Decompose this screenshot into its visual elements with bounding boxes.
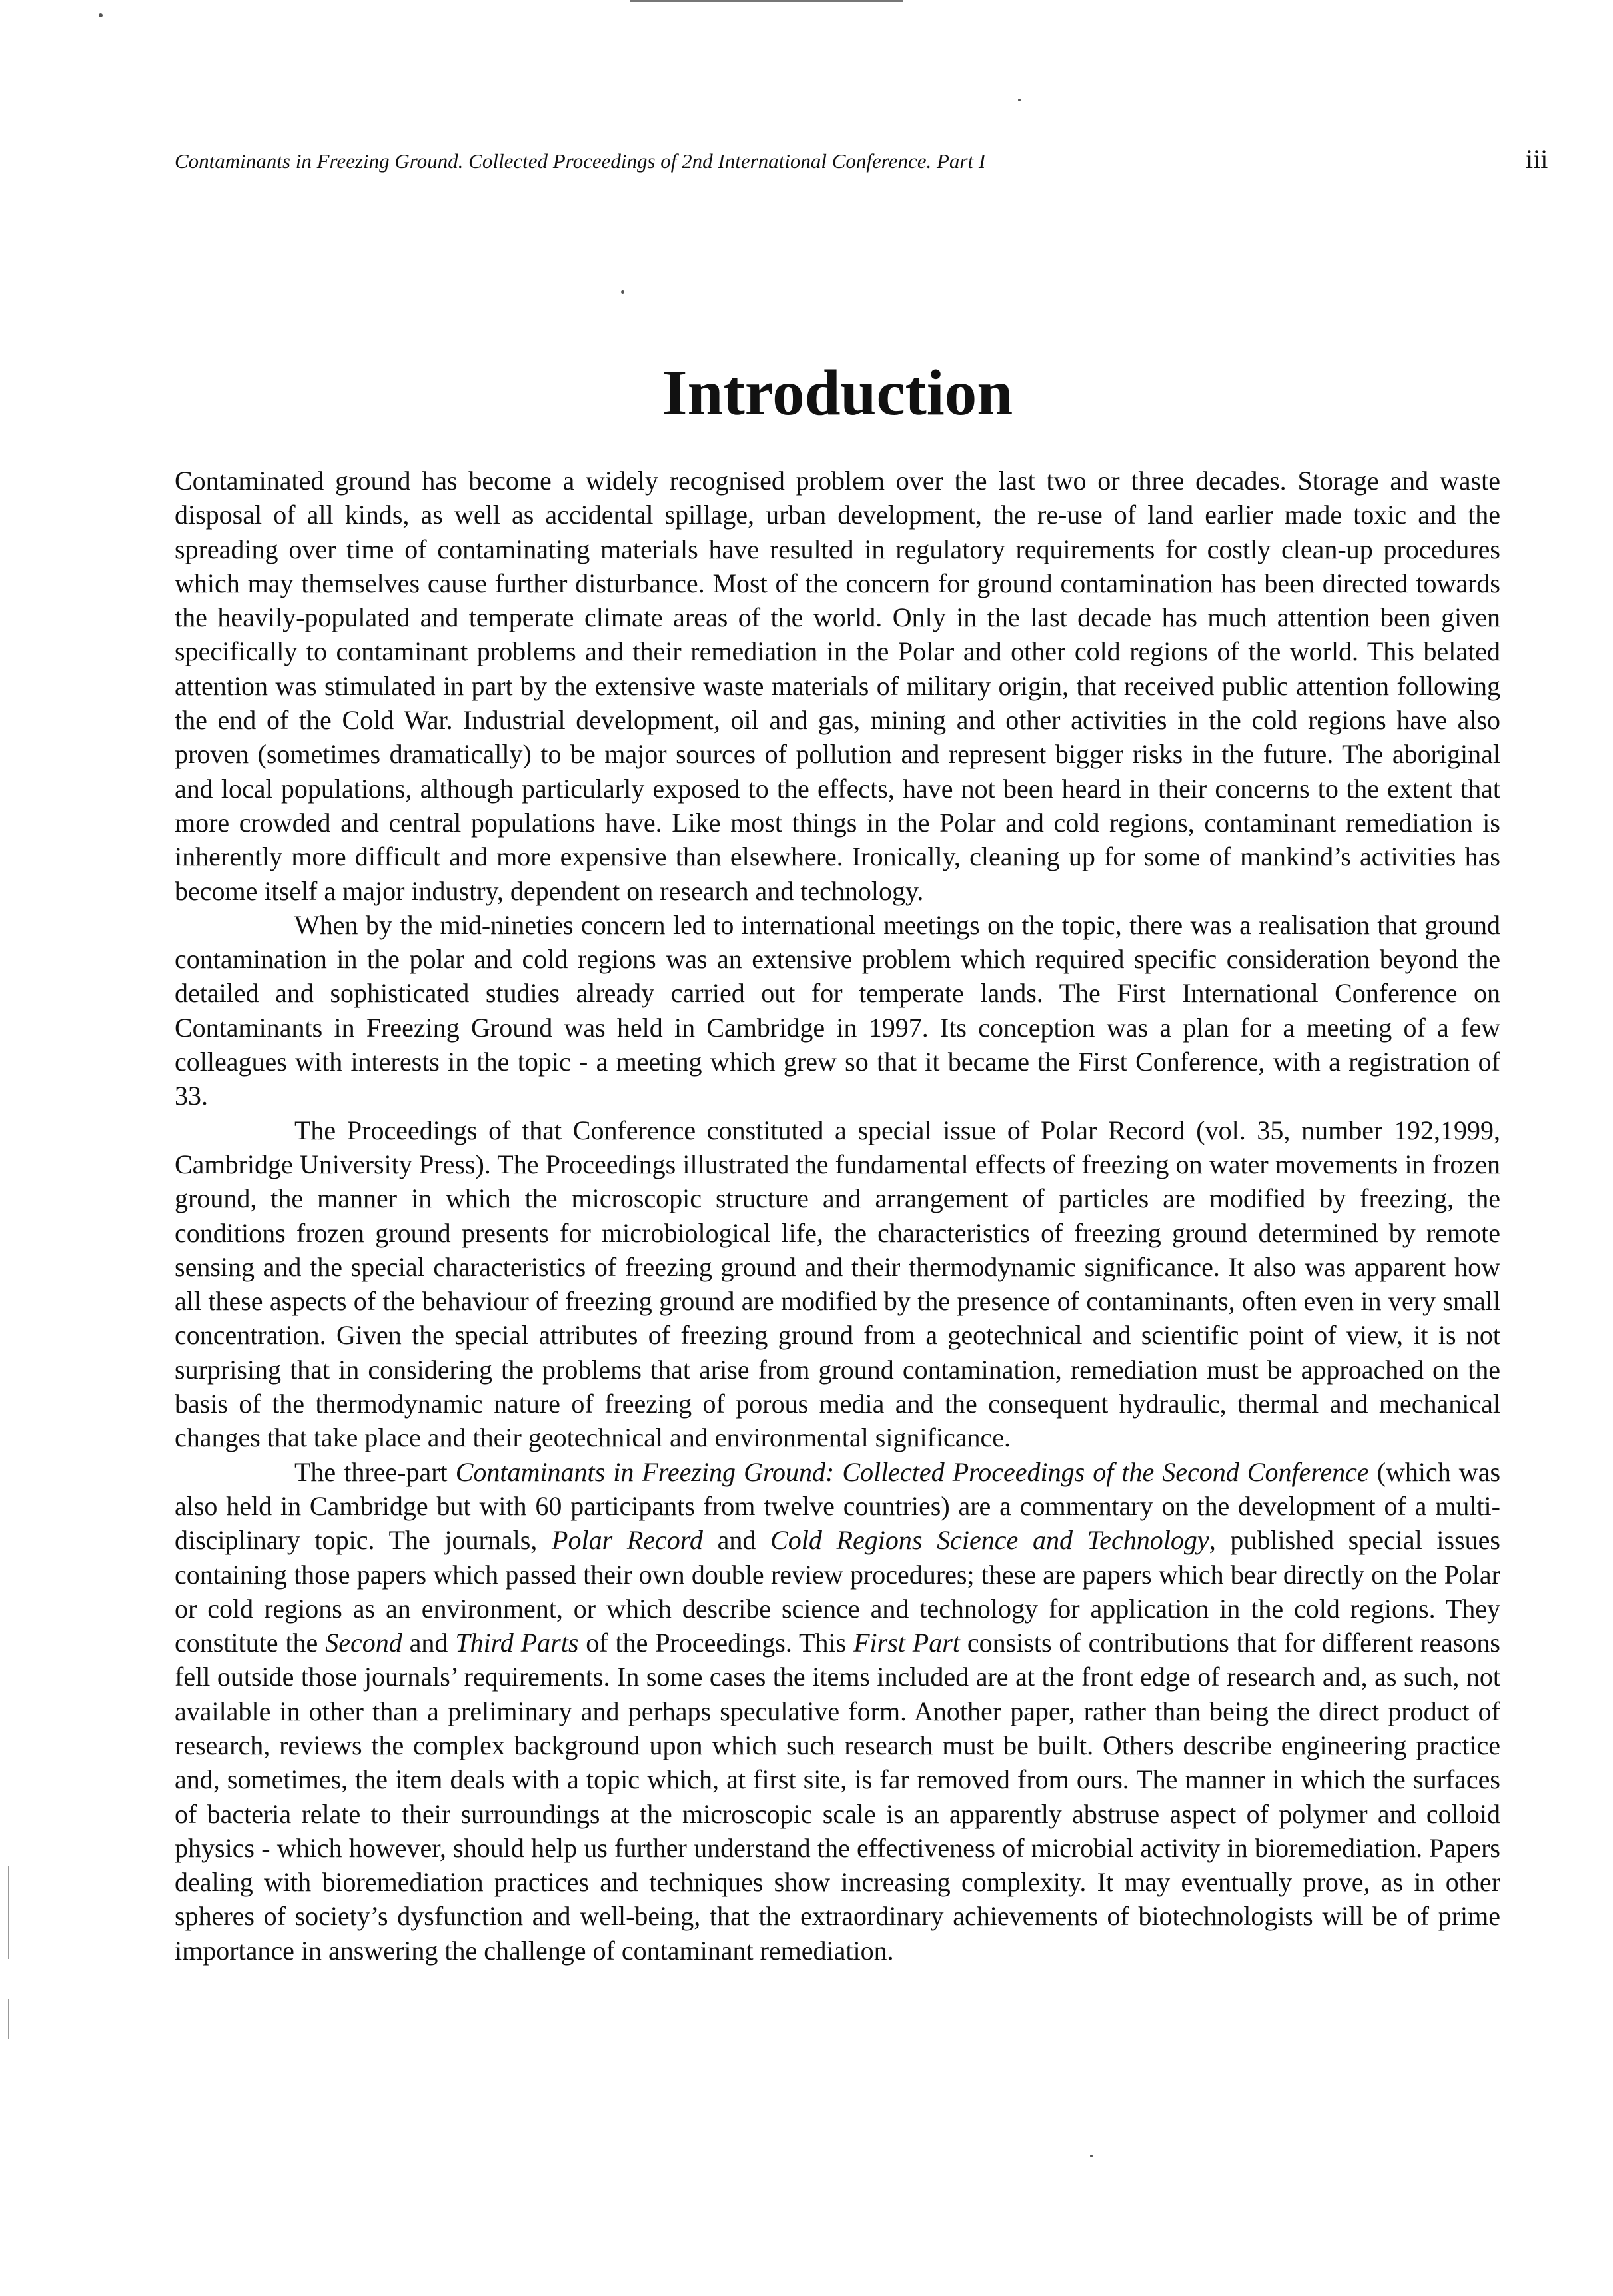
top-scan-rule (630, 0, 903, 2)
paragraph-4-text-5: of the Proceedings. This (578, 1628, 854, 1658)
paragraph-4-text-1: (which was also held in Cambridge but with 60 participants from twelve countries) are a commentary on the development of a multi-disciplinary topic. The journals, (175, 1456, 1501, 1556)
page-number: iii (1526, 144, 1548, 174)
paragraph-4-lead: The three-part (294, 1456, 456, 1487)
scan-speck (1018, 99, 1021, 101)
paragraph-4-text-2: and (702, 1525, 771, 1556)
paragraph-1: Contaminated ground has become a widely recognised problem over the last two or three decades. Storage and waste disposal of all kinds, as well as accidental spillage, urban development, the re-use of land earlier made toxic and the spreading over time of contaminating materials have resulted in regulatory requirements for costly clean-up procedures which may themselves cause further disturbance. Most of the concern for ground contamination has been directed towards the heavily-populated and temperate climate areas of the world. Only in the last decade has much attention been given specifically to contaminant problems and their remediation in the Polar and other cold regions of the world. This belated attention was stimulated in part by the extensive waste materials of military origin, that received public attention following the end of the Cold War. Industrial development, oil and gas, mining and other activities in the cold regions have also proven (sometimes dramatically) to be major sources of pollution and represent bigger risks in the future. The aboriginal and local populations, although particularly exposed to the effects, have not been heard in their concerns to the extent that more crowded and central populations have. Like most things in the Polar and cold regions, contaminant remediation is inherently more difficult and more expensive than elsewhere. Ironically, cleaning up for some of mankind’s activities has become itself a major industry, dependent on research and technology. (175, 466, 1500, 906)
paragraph-3: The Proceedings of that Conference constituted a special issue of Polar Record (vol. 35, number 192,1999, Cambridge University Press). The Proceedings illustrated the fundamental effects of freezing on water movements in frozen ground, the manner in which the microscopic structure and arrangement of particles are modified by freezing, the conditions frozen ground presents for microbiological life, the characteristics of freezing ground determined by remote sensing and the special characteristics of freezing ground and their thermodynamic significance. It also was apparent how all these aspects of the behaviour of freezing ground are modified by the presence of contaminants, often even in very small concentration. Given the special attributes of freezing ground from a geotechnical and scientific point of view, it is not surprising that in considering the problems that arise from ground contamination, remediation must be approached on the basis of the thermodynamic nature of freezing of porous media and the consequent hydraulic, thermal and mechanical changes that take place and their geotechnical and environmental significance. (175, 1115, 1500, 1453)
journal-polar-record: Polar Record (552, 1525, 703, 1556)
journal-cold-regions: Cold Regions Science and Technology (770, 1525, 1209, 1556)
running-header: Contaminants in Freezing Ground. Collected Proceedings of 2nd International Conference. Part I (175, 149, 986, 173)
scan-speck (99, 13, 103, 17)
second-part-ref: Second (325, 1628, 402, 1658)
scan-speck (1090, 2155, 1093, 2157)
scan-speck (621, 290, 624, 294)
paragraph-4 (175, 1455, 1500, 1968)
paragraph-2: When by the mid-nineties concern led to international meetings on the topic, there was a realisation that ground contamination in the polar and cold regions was an extensive problem which required specific consideration beyond the detailed and sophisticated studies already carried out for temperate lands. The First International Conference on Contaminants in Freezing Ground was held in Cambridge in 1997. Its conception was a plan for a meeting of a few colleagues with interests in the topic - a meeting which grew so that it became the First Conference, with a registration of 33. (175, 909, 1500, 1111)
proceedings-title: Contaminants in Freezing Ground: Collected Proceedings of the Second Conference (455, 1456, 1369, 1487)
scan-edge-mark (8, 1866, 9, 1959)
body-text (175, 464, 1500, 1968)
paragraph-4-text-6: consists of contributions that for different reasons fell outside those journals’ requirements. In some cases the items included are at the front edge of research and, as such, not available in other than a preliminary and perhaps speculative form. Another paper, rather than being the direct product of research, reviews the complex background upon which such research must be built. Others describe engineering practice and, sometimes, the item deals with a topic which, at first site, is far removed from ours. The manner in which the surfaces of bacteria relate to their surroundings at the microscopic scale is an apparently abstruse aspect of polymer and colloid physics - which however, should help us further understand the effectiveness of microbial activity in bioremediation. Papers dealing with bioremediation practices and techniques show increasing complexity. It may eventually prove, as in other spheres of society’s dysfunction and well-being, that the extraordinary achievements of biotechnologists will be of prime importance in answering the challenge of contaminant remediation. (175, 1628, 1500, 1966)
first-part-ref: First Part (853, 1628, 960, 1658)
paragraph-4-text-3: , published special issues containing those papers which passed their own double review procedures; these are papers which bear directly on the Polar or cold regions as an environment, or which describe science and technology for application in the cold regions. They constitute the (175, 1525, 1500, 1658)
paragraph-4-text-4: and (402, 1628, 456, 1658)
page-title: Introduction (662, 357, 1013, 428)
scan-edge-mark (8, 1999, 9, 2039)
third-parts-ref: Third Parts (455, 1628, 579, 1658)
